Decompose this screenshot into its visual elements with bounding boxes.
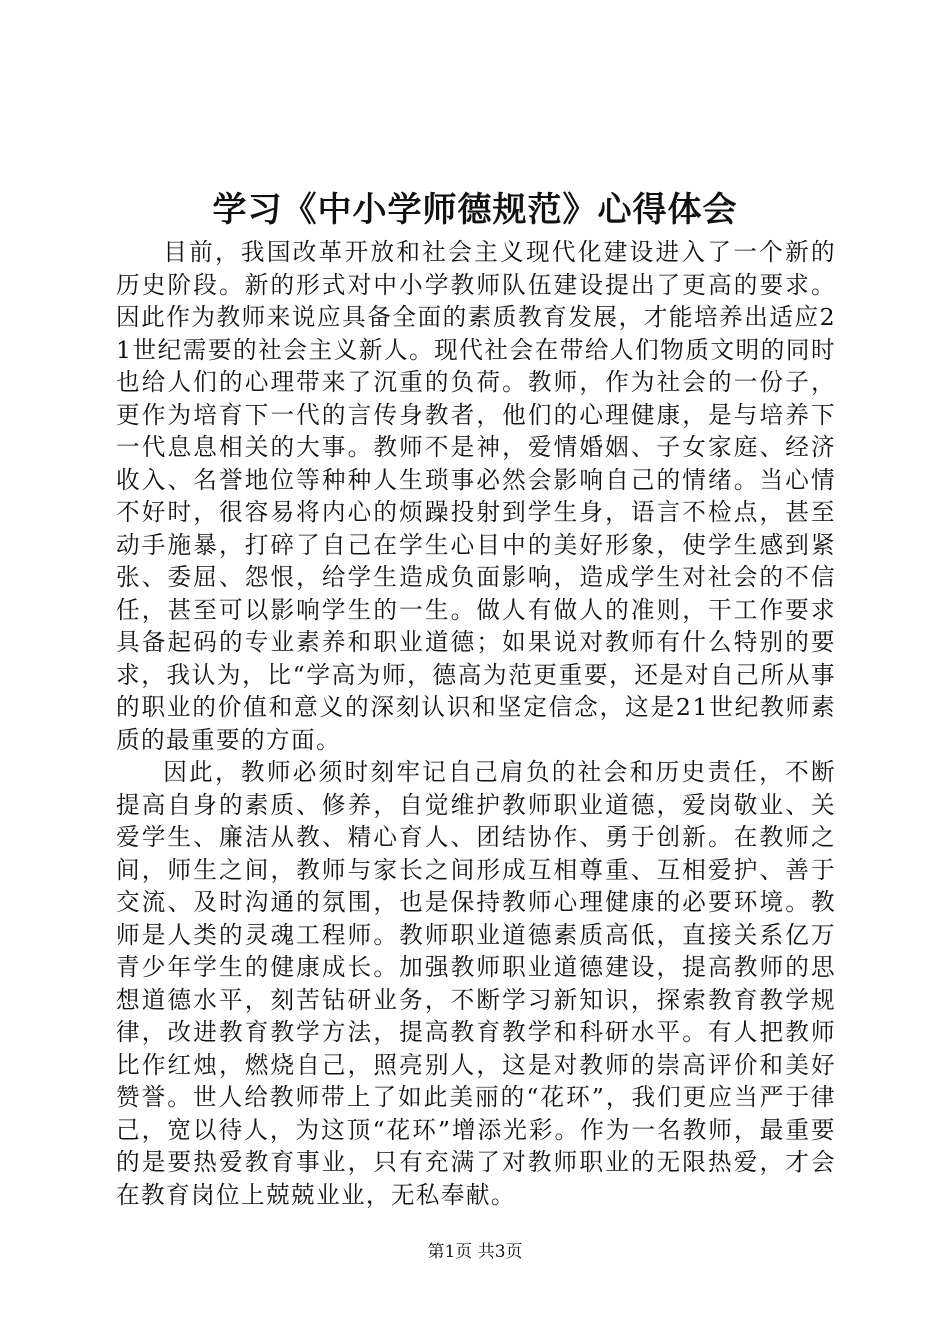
paragraph-2: 因此，教师必须时刻牢记自己肩负的社会和历史责任，不断提高自身的素质、修养，自觉维护教师职业道德，爱岗敬业、关爱学生、廉洁从教、精心育人、团结协作、勇于创新。在教师之间，师生之间，教师与家长之间形成互相尊重、互相爱护、善于交流、及时沟通的氛围，也是保持教师心理健康的必要环境。教师是人类的灵魂工程师。教师职业道德素质高低，直接关系亿万青少年学生的健康成长。加强教师职业道德建设，提高教师的思想道德水平，刻苦钻研业务，不断学习新知识，探索教育教学规律，改进教育教学方法，提高教育教学和科研水平。有人把教师比作红烛，燃烧自己，照亮别人，这是对教师的崇高评价和美好赞誉。世人给教师带上了如此美丽的“花环”，我们更应当严于律己，宽以待人，为这顶“花环”增添光彩。作为一名教师，最重要的是要热爱教育事业，只有充满了对教师职业的无限热爱，才会在教育岗位上兢兢业业，无私奉献。 bbox=[116, 758, 836, 1209]
document-title: 学习《中小学师德规范》心得体会 bbox=[212, 190, 738, 230]
page-number-footer: 第1页 共3页 bbox=[427, 1242, 523, 1262]
document-body bbox=[116, 236, 836, 1211]
paragraph-1: 目前，我国改革开放和社会主义现代化建设进入了一个新的历史阶段。新的形式对中小学教师队伍建设提出了更高的要求。因此作为教师来说应具备全面的素质教育发展，才能培养出适应21世纪需要的社会主义新人。现代社会在带给人们物质文明的同时也给人们的心理带来了沉重的负荷。教师，作为社会的一份子，更作为培育下一代的言传身教者，他们的心理健康，是与培养下一代息息相关的大事。教师不是神，爱情婚姻、子女家庭、经济收入、名誉地位等种种人生琐事必然会影响自己的情绪。当心情不好时，很容易将内心的烦躁投射到学生身，语言不检点，甚至动手施暴，打碎了自己在学生心目中的美好形象，使学生感到紧张、委屈、怨恨，给学生造成负面影响，造成学生对社会的不信任，甚至可以影响学生的一生。做人有做人的准则，干工作要求具备起码的专业素养和职业道德；如果说对教师有什么特别的要求，我认为，比“学高为师，德高为范更重要，还是对自己所从事的职业的价值和意义的深刻认识和坚定信念，这是21世纪教师素质的最重要的方面。 bbox=[116, 238, 836, 754]
